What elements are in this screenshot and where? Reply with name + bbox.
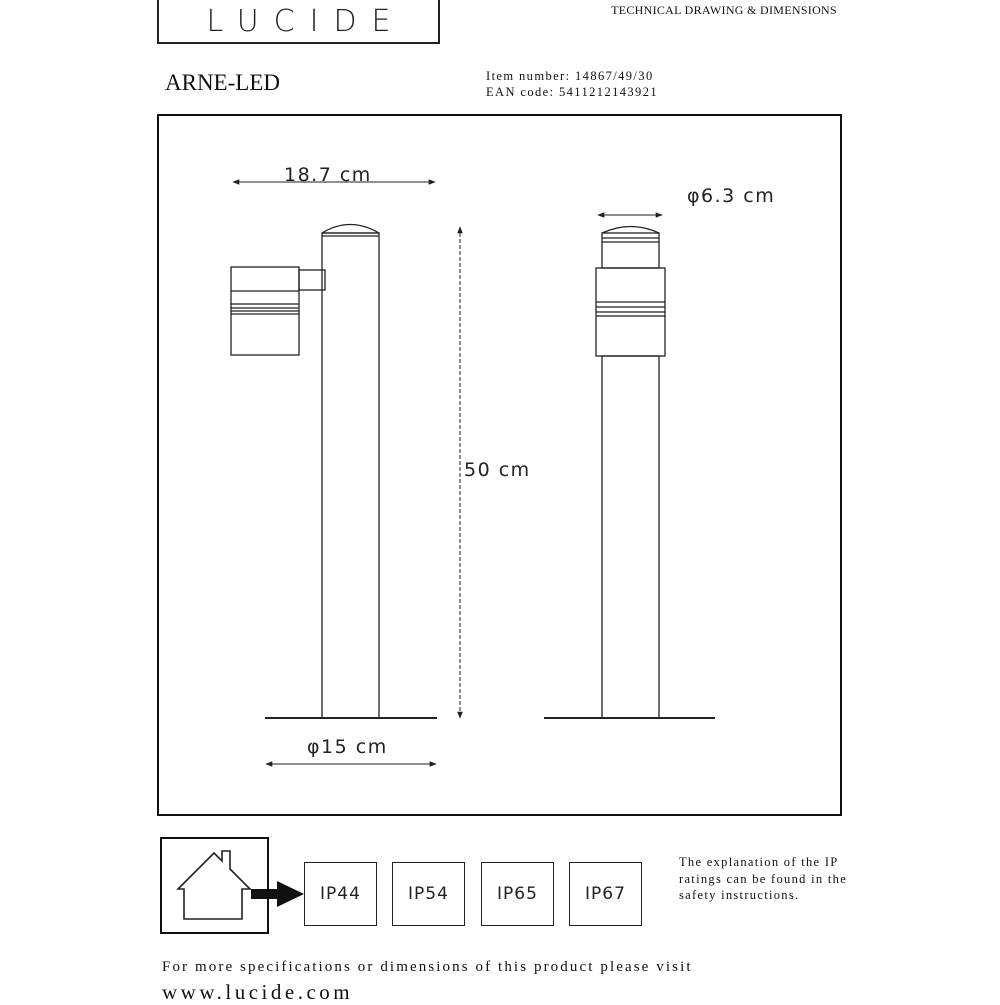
front-view-top-cap [602, 227, 659, 234]
side-view-top-cap [322, 225, 379, 234]
technical-drawing [159, 116, 840, 814]
height-dimension-label: 50 cm [464, 459, 531, 481]
footer-text: For more specifications or dimensions of this product please visit [162, 959, 693, 975]
head-diameter-dimension-label: φ6.3 cm [687, 185, 776, 207]
side-view-pole [322, 233, 379, 718]
ip-rating-badge: IP65 [481, 862, 554, 926]
item-number: Item number: 14867/49/30 [486, 69, 654, 83]
technical-drawing-frame [157, 114, 842, 816]
front-view-lamp [544, 227, 715, 719]
base-diameter-dimension-label: φ15 cm [307, 736, 388, 758]
ip-rating-badge: IP54 [392, 862, 465, 926]
product-codes [486, 68, 658, 100]
side-view-lamp [231, 225, 437, 719]
ean-code: EAN code: 5411212143921 [486, 85, 658, 99]
width-dimension-label: 18.7 cm [284, 164, 372, 186]
footer-link[interactable]: www.lucide.com [162, 980, 354, 1004]
document-title: TECHNICAL DRAWING & DIMENSIONS [611, 3, 837, 17]
ip-rating-note: The explanation of the IP ratings can be found in the safety instructions. [679, 855, 848, 902]
logo-box [157, 0, 440, 44]
front-view-pole [602, 356, 659, 718]
ip-rating-badge: IP44 [304, 862, 377, 926]
side-view-connector [299, 270, 325, 290]
ip-rating-badge: IP67 [569, 862, 642, 926]
product-name: ARNE-LED [165, 70, 280, 95]
arrow-right-icon [251, 880, 305, 908]
brand-logo: LUCIDE [206, 4, 406, 39]
